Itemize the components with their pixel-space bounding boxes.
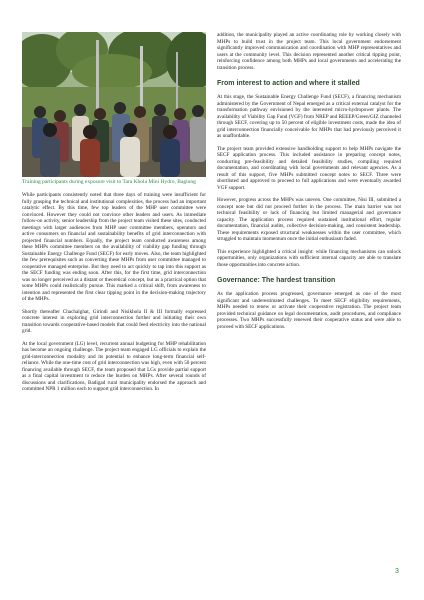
left-paragraph-2: Shortly thereafter Chachalghat, Girindi and Nisikhola II & III formally expressed concrete interest in exploring grid interconnection further and initiating their own transition towards cooperative-based models that could feed electricity into the national grid. xyxy=(22,308,206,334)
right-paragraph-insight: This experience highlighted a critical insight: while financing mechanisms can unlock opportunities, only organizations with sufficient internal capacity are able to translate those opportunities into concrete action. xyxy=(217,248,401,268)
section-heading-interest-to-action: From interest to action and where it stalled xyxy=(217,80,360,87)
photo-caption: Training participants during exposure visit to Tara Khola Mini Hydro, Baglung xyxy=(22,179,196,185)
right-paragraph-secf: At this stage, the Sustainable Energy Challenge Fund (SECF), a financing mechanism administered by the Government of Nepal emerged as a critical external catalyst for the transformation pathway envisioned by the interested micro-hydropower plants. The availability of Viability Gap Fund (VGF) from NREP and REEEP/Green/GIZ channeled through SECF, covering up to 50 percent of eligible investment costs, made the idea of grid interconnection financially conceivable for MHPs that had previously perceived it as unaffordable. xyxy=(217,94,401,139)
page-number: 3 xyxy=(395,568,399,575)
right-paragraph-uneven-progress: However, progress across the MHPs was uneven. One committee, Nisi III, submitted a concept note but did not proceed further in the process. The main barrier was not technical feasibility or lack of financing but limited managerial and governance capacity. The application process required sustained institutional effort, regular documentation, financial audits, collective decision-making, and consistent leadership. These requirements exposed structural weaknesses within the user committee, which struggled to maintain momentum once the initial enthusiasm faded. xyxy=(217,197,401,242)
right-paragraph-continuation: addition, the municipality played an active coordinating role by working closely with MHPs to build trust in the project team. This local government endorsement significantly improved communication and coordination with MHP representatives and users at the community level. This decision represented another critical tipping point, reinforcing confidence among both MHPs and local governments and accelerating the transition process. xyxy=(217,32,401,71)
right-column xyxy=(217,0,401,330)
exposure-visit-photo xyxy=(22,32,206,177)
right-paragraph-governance: As the application process progressed, governance emerged as one of the most significant and underestimated challenges. To meet SECF eligibility requirements, MHPs needed to renew or activate their cooperative registration. The project team provided technical guidance on legal documentation, audit procedures, and compliance processes. Two MHPs successfully renewed their cooperative status and were able to proceed with SECF applications. xyxy=(217,291,401,330)
right-paragraph-handholding: The project team provided extensive handholding support to help MHPs navigate the SECF application process. This included assistance in preparing concept notes, conducting pre-feasibility and detailed feasibility studies, compiling required documentation, and coordinating with local governments and relevant agencies. As a result of this support, five MHPs submitted concept notes to SECF. Three were shortlisted and approved to proceed to full applications and were eventually awarded VGF support. xyxy=(217,145,401,191)
exposure-visit-illustration xyxy=(22,32,206,177)
left-paragraph-1: While participants consistently noted that three days of training were insufficient for fully grasping the technical and institutional complexities, the process had an important catalytic effect. By this time, few top leaders of the MHP user committee were convinced. However they could not convince other leaders and users. As immediate follow-on activity, senior leadership from the project team visited these sites, conducted meetings with larger audiences from MHP user committee members, operators and active consumers on financial and sustainability benefits of grid interconnection with projected financial numbers. Equally, the project team conducted awareness among these MHPs committee members on the availability of viability gap funding through Sustainable Energy Challenge Fund (SECF) for early moves. Also, the team highlighted the few prerequisites such as converting these MHPs from user committee managed to cooperative managed enterprise. But they need to act quickly to tap into this support as the SECF funding was ending soon. After this, for the first time, grid interconnection was no longer perceived as a distant or theoretical concept, but as a practical option that some MHPs could realistically pursue. This marked a critical shift, from awareness to intention and represented the first clear tipping point in the decision-making trajectory of the MHPs. xyxy=(22,192,206,302)
section-heading-governance: Governance: The hardest transition xyxy=(217,277,336,284)
left-column xyxy=(22,0,206,393)
left-paragraph-3: At the local government (LG) level, recurrent annual budgeting for MHP rehabilitation has become an ongoing challenge. The project team engaged LG officials to explain the grid-interconnection modality and its potential to enhance long-term financial self-reliance. While the one-time cost of grid interconnection was high, even with 50 percent financing available through SECF, the team proposed that LGs provide partial support as a final capital investment to reduce the burden on MHPs. After several rounds of discussions and clarifications, Badigad rural municipality endorsed the approach and committed NPR 1 million each to support grid interconnection. In xyxy=(22,340,206,392)
